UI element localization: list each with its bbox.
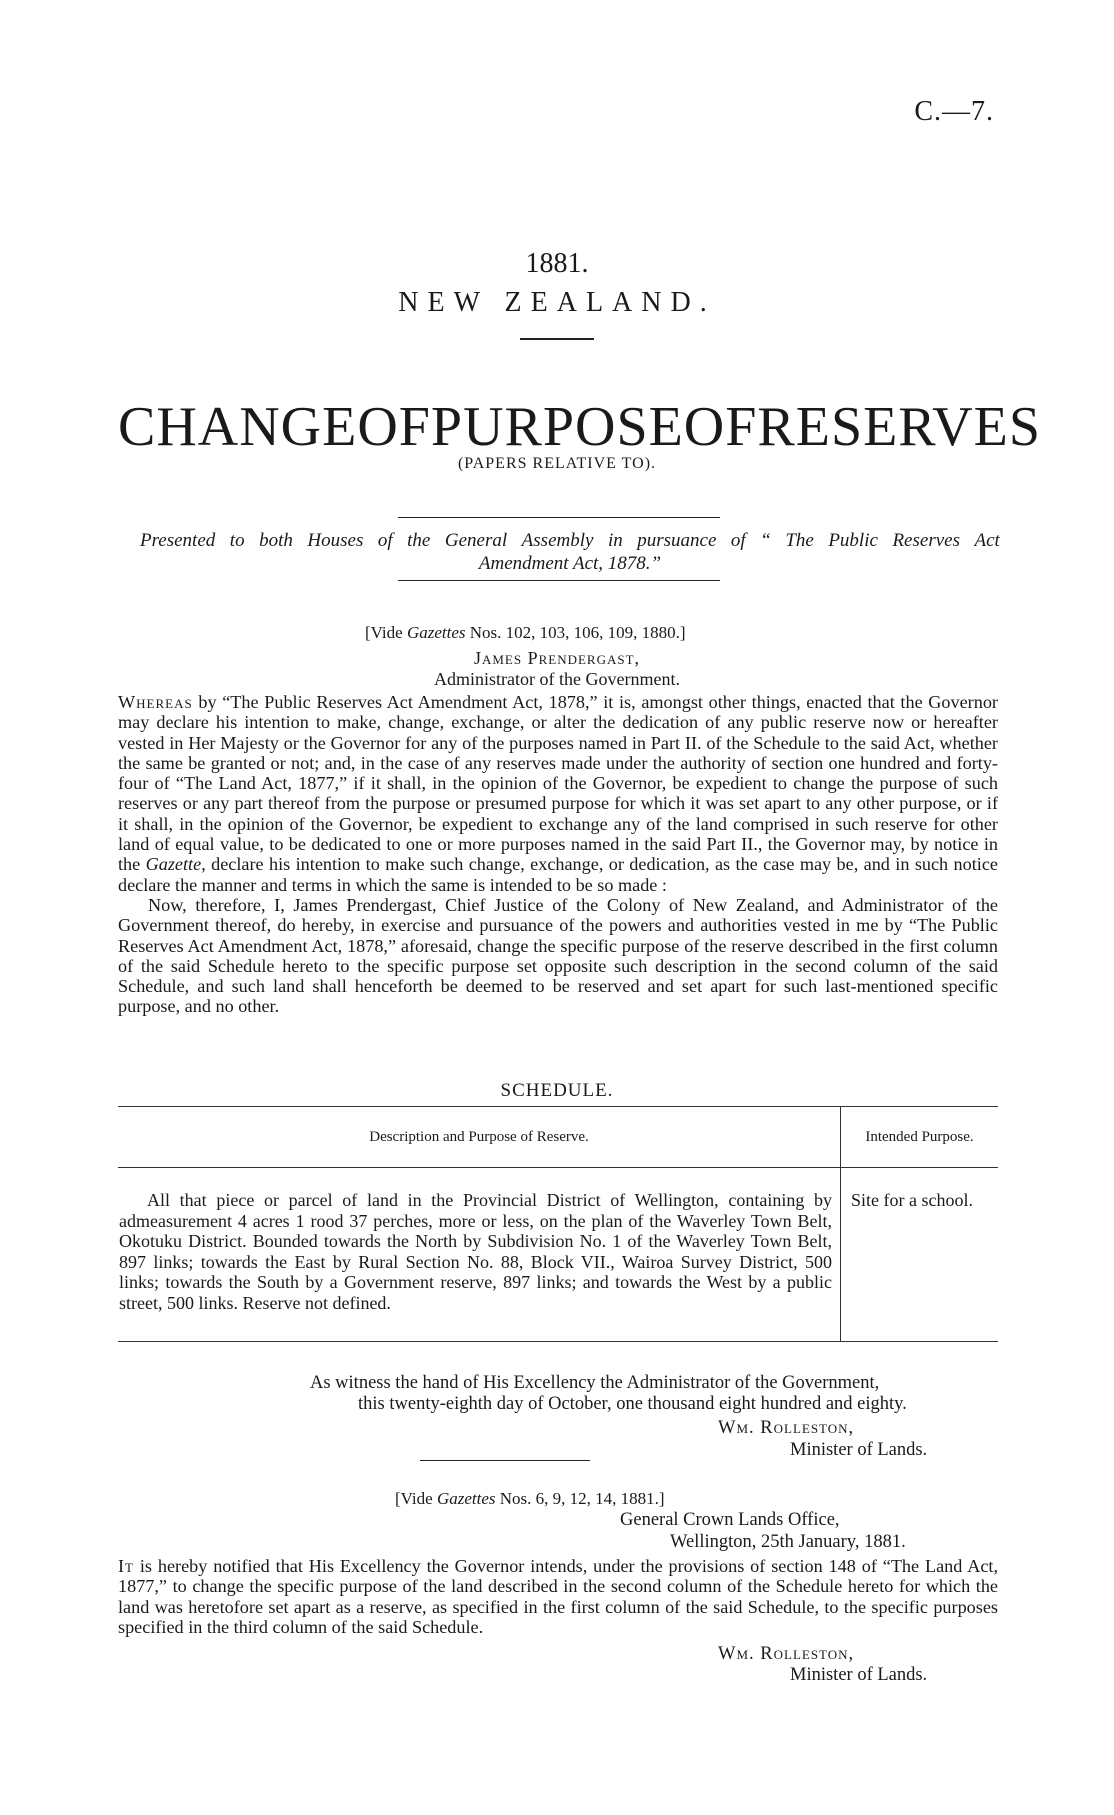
document-country: NEW ZEALAND. [398,287,716,318]
presented-word: The [785,530,814,551]
schedule-col-description-header: Description and Purpose of Reserve. [118,1107,841,1168]
title-word: CHANGE [118,396,358,458]
page-number: C.—7. [914,96,994,127]
schedule-title: SCHEDULE. [500,1080,614,1101]
notice-vide-reference: [Vide Gazettes Nos. 6, 9, 12, 14, 1881.] [395,1489,665,1508]
title-word: PURPOSE [430,396,684,458]
presented-word: “ [760,530,771,551]
schedule-description-cell: All that piece or parcel of land in the Provincial District of Wellington, containing by admeasurement 4 acres 1 rood 37 perches, more or less, on the plan of the Waverley Town Belt, Okotuku District. Bounded towards the North by Subdivision No. 1 of the Waverley Town Belt, 897 links; towards the East by Rural Section No. 88, Block VII., Wairoa Survey District, 500 links; towards the South by a Government reserve, 897 links; and towards the West by a public street, 500 links. Reserve not defined. [118,1168,841,1342]
presented-rule-bottom [398,580,720,581]
presented-rule-top [398,517,720,518]
presented-line-2: Amendment Act, 1878.” [478,553,662,574]
section-divider [420,1460,590,1461]
witness-clause [310,1373,1000,1415]
schedule-col-purpose-header: Intended Purpose. [841,1107,999,1168]
presented-word: Act [974,530,1000,551]
presented-statement [140,529,1000,575]
document-title [118,395,1041,459]
notice-signatory-title: Minister of Lands. [790,1665,928,1685]
proclamation-signatory [0,648,1114,690]
presented-word: pursuance [637,530,717,551]
header-divider [520,338,594,340]
presented-word: Presented [140,530,216,551]
document-year: 1881. [525,248,589,279]
presented-line-1 [140,529,1000,552]
schedule-purpose-cell: Site for a school. [841,1168,999,1342]
notice-office: General Crown Lands Office, [620,1510,840,1530]
proclamation-vide-reference: [Vide Gazettes Nos. 102, 103, 106, 109, 1880.] [365,623,686,642]
notice-body [118,1556,998,1637]
table-row [118,1168,998,1342]
presented-word: the [407,530,431,551]
document-subtitle: (PAPERS RELATIVE TO). [457,455,657,472]
presented-word: General [444,530,508,551]
presented-word: of [730,530,746,551]
presented-word: in [607,530,623,551]
notice-paragraph: It is hereby notified that His Excellency the Governor intends, under the provisions of section 148 of “The Land Act, 1877,” to change the specific purpose of the land described in the second column of the Schedule hereto for which the land was heretofore set apart as a reserve, as specified in the first column of the said Schedule, to the specific purposes specified in the third column of the said Schedule. [118,1556,998,1637]
witness-line-1: As witness the hand of His Excellency the Administrator of the Government, [310,1373,880,1393]
now-therefore-paragraph: Now, therefore, I, James Prendergast, Chief Justice of the Colony of New Zealand, and Administrator of the Government thereof, do hereby, in exercise and pursuance of the powers and authorities vested in me by “The Public Reserves Act Amendment Act, 1878,” aforesaid, change the specific purpose of the reserve described in the first column of the said Schedule hereto to the specific purpose set opposite such description in the second column of the said Schedule, and such land shall henceforth be deemed to be reserved and set apart for such last-mentioned specific purpose, and no other. [118,894,998,1017]
whereas-paragraph: Whereas by “The Public Reserves Act Amendment Act, 1878,” it is, amongst other things, enacted that the Governor may declare his intention to make, change, exchange, or alter the dedication of any public reserve now or hereafter vested in Her Majesty or the Governor for any of the purposes named in Part II. of the Schedule to the said Act, whether the same be granted or not; and, in the case of any reserves made under the authority of section one hundred and forty-four of “The Land Act, 1877,” if it shall, in the opinion of the Governor, be expedient to change the purpose of such reserves or any part thereof from the purpose or presumed purpose for which it was set apart to any other purpose, or if it shall, in the opinion of the Governor, be expedient to exchange any of the land comprised in such reserve for other land of equal value, to be dedicated to one or more purposes named in the said Part II., the Governor may, by notice in the Gazette, declare his intention to make such change, exchange, or dedication, as the case may be, and in such notice declare the manner and terms in which the same is intended to be so made : [118,692,998,895]
schedule-table [118,1106,998,1342]
presented-word: to [229,530,245,551]
witness-signatory-name: Wm. Rolleston, [718,1418,855,1438]
title-word: OF [683,396,758,458]
presented-word: of [377,530,393,551]
presented-word: Assembly [521,530,594,551]
proclamation-body [118,692,998,1017]
schedule-header-row [118,1107,998,1168]
title-word: RESERVES [757,396,1041,458]
signatory-name: James Prendergast, [473,648,641,668]
presented-word: Houses [307,530,364,551]
presented-word: Public [828,530,878,551]
witness-line-2: this twenty-eighth day of October, one thousand eight hundred and eighty. [358,1394,907,1414]
presented-word: both [259,530,293,551]
witness-signatory-title: Minister of Lands. [790,1440,928,1460]
title-word: OF [357,396,431,458]
signatory-title: Administrator of the Government. [434,669,680,689]
notice-signatory-name: Wm. Rolleston, [718,1644,855,1664]
presented-word: Reserves [892,530,960,551]
notice-place-date: Wellington, 25th January, 1881. [670,1532,906,1552]
